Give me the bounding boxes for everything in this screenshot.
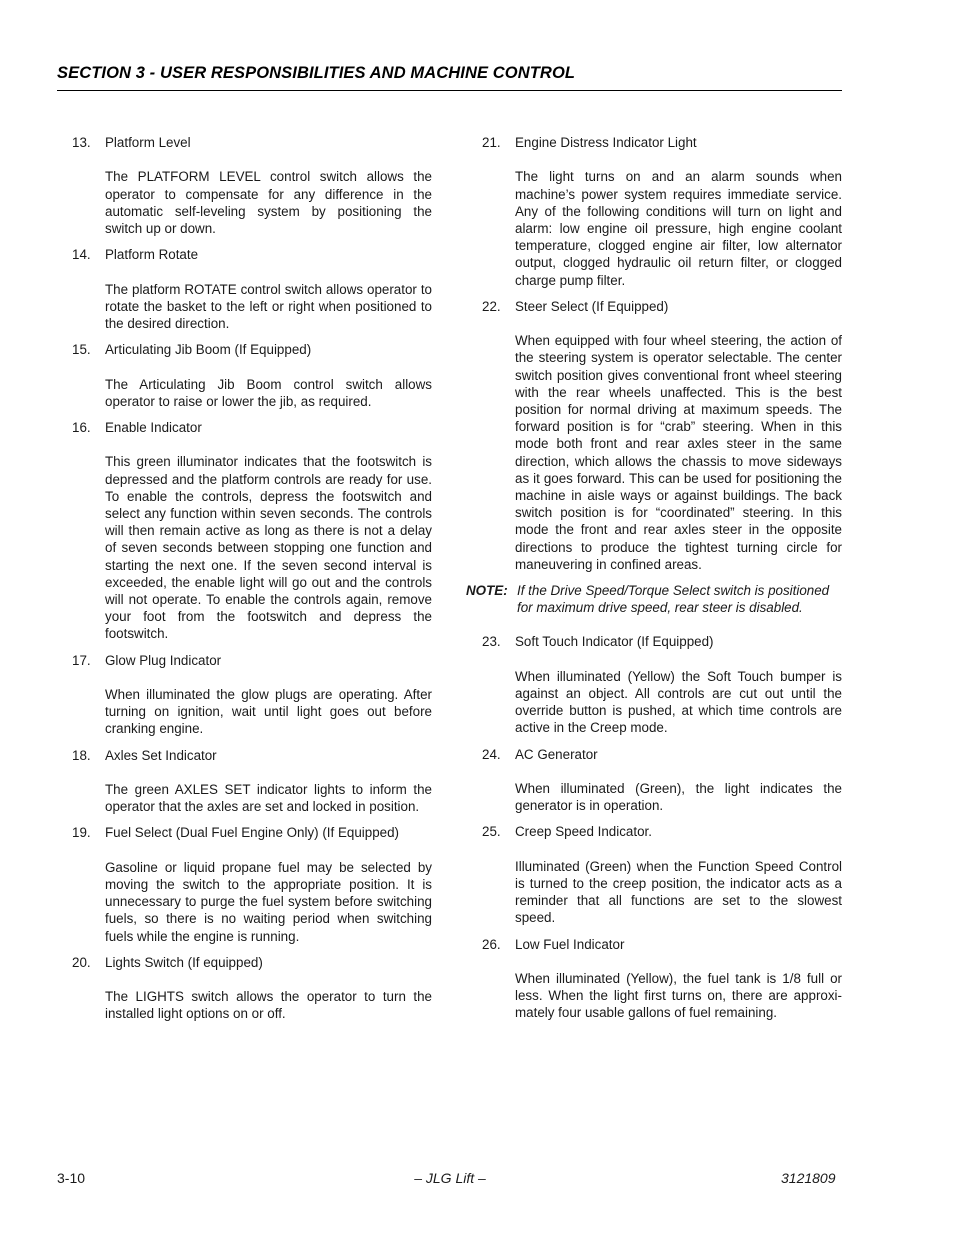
item-title: Steer Select (If Equipped): [515, 298, 669, 314]
item-body: When illuminated (Yellow), the fuel tank is 1/8 full or less. When the light first turns on, there are approximately four usable gallons of fuel remaining.: [515, 970, 842, 1021]
list-item: [482, 298, 842, 573]
item-heading: [482, 936, 842, 953]
item-number: 22.: [482, 298, 501, 314]
item-number: 17.: [72, 652, 91, 668]
left-column: [72, 134, 432, 1032]
note: [466, 582, 842, 616]
item-body: Illuminated (Green) when the Function Speed Control is turned to the creep position, the indicator acts as a reminder that all functions are set to the slowest speed.: [515, 858, 842, 926]
item-number: 20.: [72, 954, 91, 970]
item-number: 23.: [482, 634, 501, 650]
item-title: Lights Switch (If equipped): [105, 954, 263, 970]
page-number: 3-10: [57, 1170, 86, 1186]
item-number: 13.: [72, 135, 91, 150]
item-title: Articulating Jib Boom (If Equipped): [105, 342, 312, 358]
item-title: Soft Touch Indicator (If Equipped): [515, 634, 714, 650]
item-heading: [482, 633, 842, 650]
item-heading: [72, 652, 432, 669]
list-item: [72, 246, 432, 332]
item-body: The light turns on and an alarm sounds when machine’s power system requires immediate service. Any of the following conditions will turn on light and alarm: low engine oil pressure, high engine coolant temperature, clogged engine air filter, low alternator output, clogged hydraulic oil return filter, or clogged charge pump filter.: [515, 169, 842, 288]
list-item: [72, 954, 432, 1023]
item-heading: [72, 954, 432, 971]
section-header: [57, 64, 842, 91]
note-label: NOTE:: [466, 583, 508, 599]
list-item: [482, 936, 842, 1022]
item-body: When illuminated the glow plugs are operating. After turning on ignition, wait until light goes out before cranking engine.: [105, 686, 432, 737]
list-item: [482, 134, 842, 289]
item-number: 21.: [482, 135, 501, 150]
note-text: If the Drive Speed/Torque Select switch is positioned for maximum drive speed, rear steer is disabled.: [517, 583, 830, 616]
item-number: 19.: [72, 825, 91, 841]
list-item: [72, 341, 432, 410]
section-title: SECTION 3 - USER RESPONSIBILITIES AND MACHINE CONTROL: [57, 64, 576, 82]
item-title: Platform Rotate: [105, 247, 199, 263]
right-column: [466, 134, 842, 1031]
item-title: Low Fuel Indicator: [515, 936, 625, 952]
item-title: Creep Speed Indicator.: [515, 824, 652, 840]
item-title: Engine Distress Indicator Light: [515, 135, 697, 150]
footer-publisher: – JLG Lift –: [414, 1170, 486, 1186]
item-body: The PLATFORM LEVEL control switch allows the operator to compensate for any difference in the automatic self-leveling system by positioning the switch up or down.: [105, 169, 432, 236]
item-heading: [482, 823, 842, 840]
item-body: When illuminated (Yellow) the Soft Touch bumper is against an object. All controls are cut out until the override button is pushed, at which time controls are active in the Creep mode.: [515, 668, 842, 736]
item-heading: [72, 341, 432, 358]
item-title: Enable Indicator: [105, 419, 202, 435]
list-item: [482, 633, 842, 736]
list-item: [72, 824, 432, 944]
item-heading: [482, 746, 842, 763]
list-item: [72, 652, 432, 738]
item-heading: [72, 246, 432, 263]
item-body: The green AXLES SET indicator lights to inform the operator that the axles are set and locked in position.: [105, 781, 432, 815]
item-title: AC Generator: [515, 746, 598, 762]
list-item: [482, 746, 842, 815]
item-body: The platform ROTATE control switch allows operator to rotate the basket to the left or right when positioned to the desired direction.: [105, 281, 432, 331]
list-item: [482, 823, 842, 926]
item-heading: [72, 824, 432, 841]
item-number: 18.: [72, 747, 91, 763]
item-heading: [482, 298, 842, 315]
item-heading: [482, 134, 842, 151]
item-body: This green illuminator indicates that the footswitch is depressed and the platform controls are ready for use. To enable the controls, depress the footswitch and select any function within seven seconds. The controls will then remain active as long as there is not a delay of seven seconds between stopping one function and starting the next one. If the seven second interval is exceeded, the enable light will go out and the controls will not operate. To enable the controls again, remove your foot from the footswitch and depress the footswitch.: [105, 454, 432, 642]
item-title: Axles Set Indicator: [105, 747, 217, 763]
list-item: [72, 134, 432, 237]
item-number: 25.: [482, 824, 501, 840]
item-title: Fuel Select (Dual Fuel Engine Only) (If Equipped): [105, 825, 399, 841]
list-item: [72, 419, 432, 643]
item-heading: [72, 747, 432, 764]
item-body: Gasoline or liquid propane fuel may be selected by moving the switch to the appropriate position. It is unnecessary to purge the fuel system before switching fuels, so there is no waiting period when switching fuels while the engine is running.: [105, 859, 432, 944]
item-heading: [72, 419, 432, 436]
item-title: Glow Plug Indicator: [105, 652, 222, 668]
item-number: 16.: [72, 419, 91, 435]
item-number: 24.: [482, 746, 501, 762]
list-item: [72, 747, 432, 816]
item-heading: [72, 134, 432, 151]
item-body: The Articulating Jib Boom control switch allows operator to raise or lower the jib, as required.: [105, 376, 432, 409]
item-title: Platform Level: [105, 135, 191, 150]
item-body: When equipped with four wheel steering, the action of the steering system is operator selectable. The center switch position gives conventional front wheel steering with the rear wheels unaffected. This is the best position for normal driving at maximum speeds. The forward position is for “crab” steering. When in this mode both front and rear axles steer in the same direction, which allows the chassis to move sideways as it goes forward. This can be used for positioning the machine in aisle ways or against buildings. The back switch position is for “coordinated” steering. In this mode the front and rear axles steer in the opposite directions to produce the tightest turning circle for maneuvering in confined areas.: [515, 333, 842, 572]
item-number: 15.: [72, 342, 91, 358]
item-number: 14.: [72, 247, 91, 263]
item-number: 26.: [482, 936, 501, 952]
item-body: The LIGHTS switch allows the operator to turn the installed light options on or off.: [105, 989, 432, 1022]
document-number: 3121809: [781, 1170, 836, 1186]
item-body: When illuminated (Green), the light indicates the generator is in operation.: [515, 780, 842, 814]
